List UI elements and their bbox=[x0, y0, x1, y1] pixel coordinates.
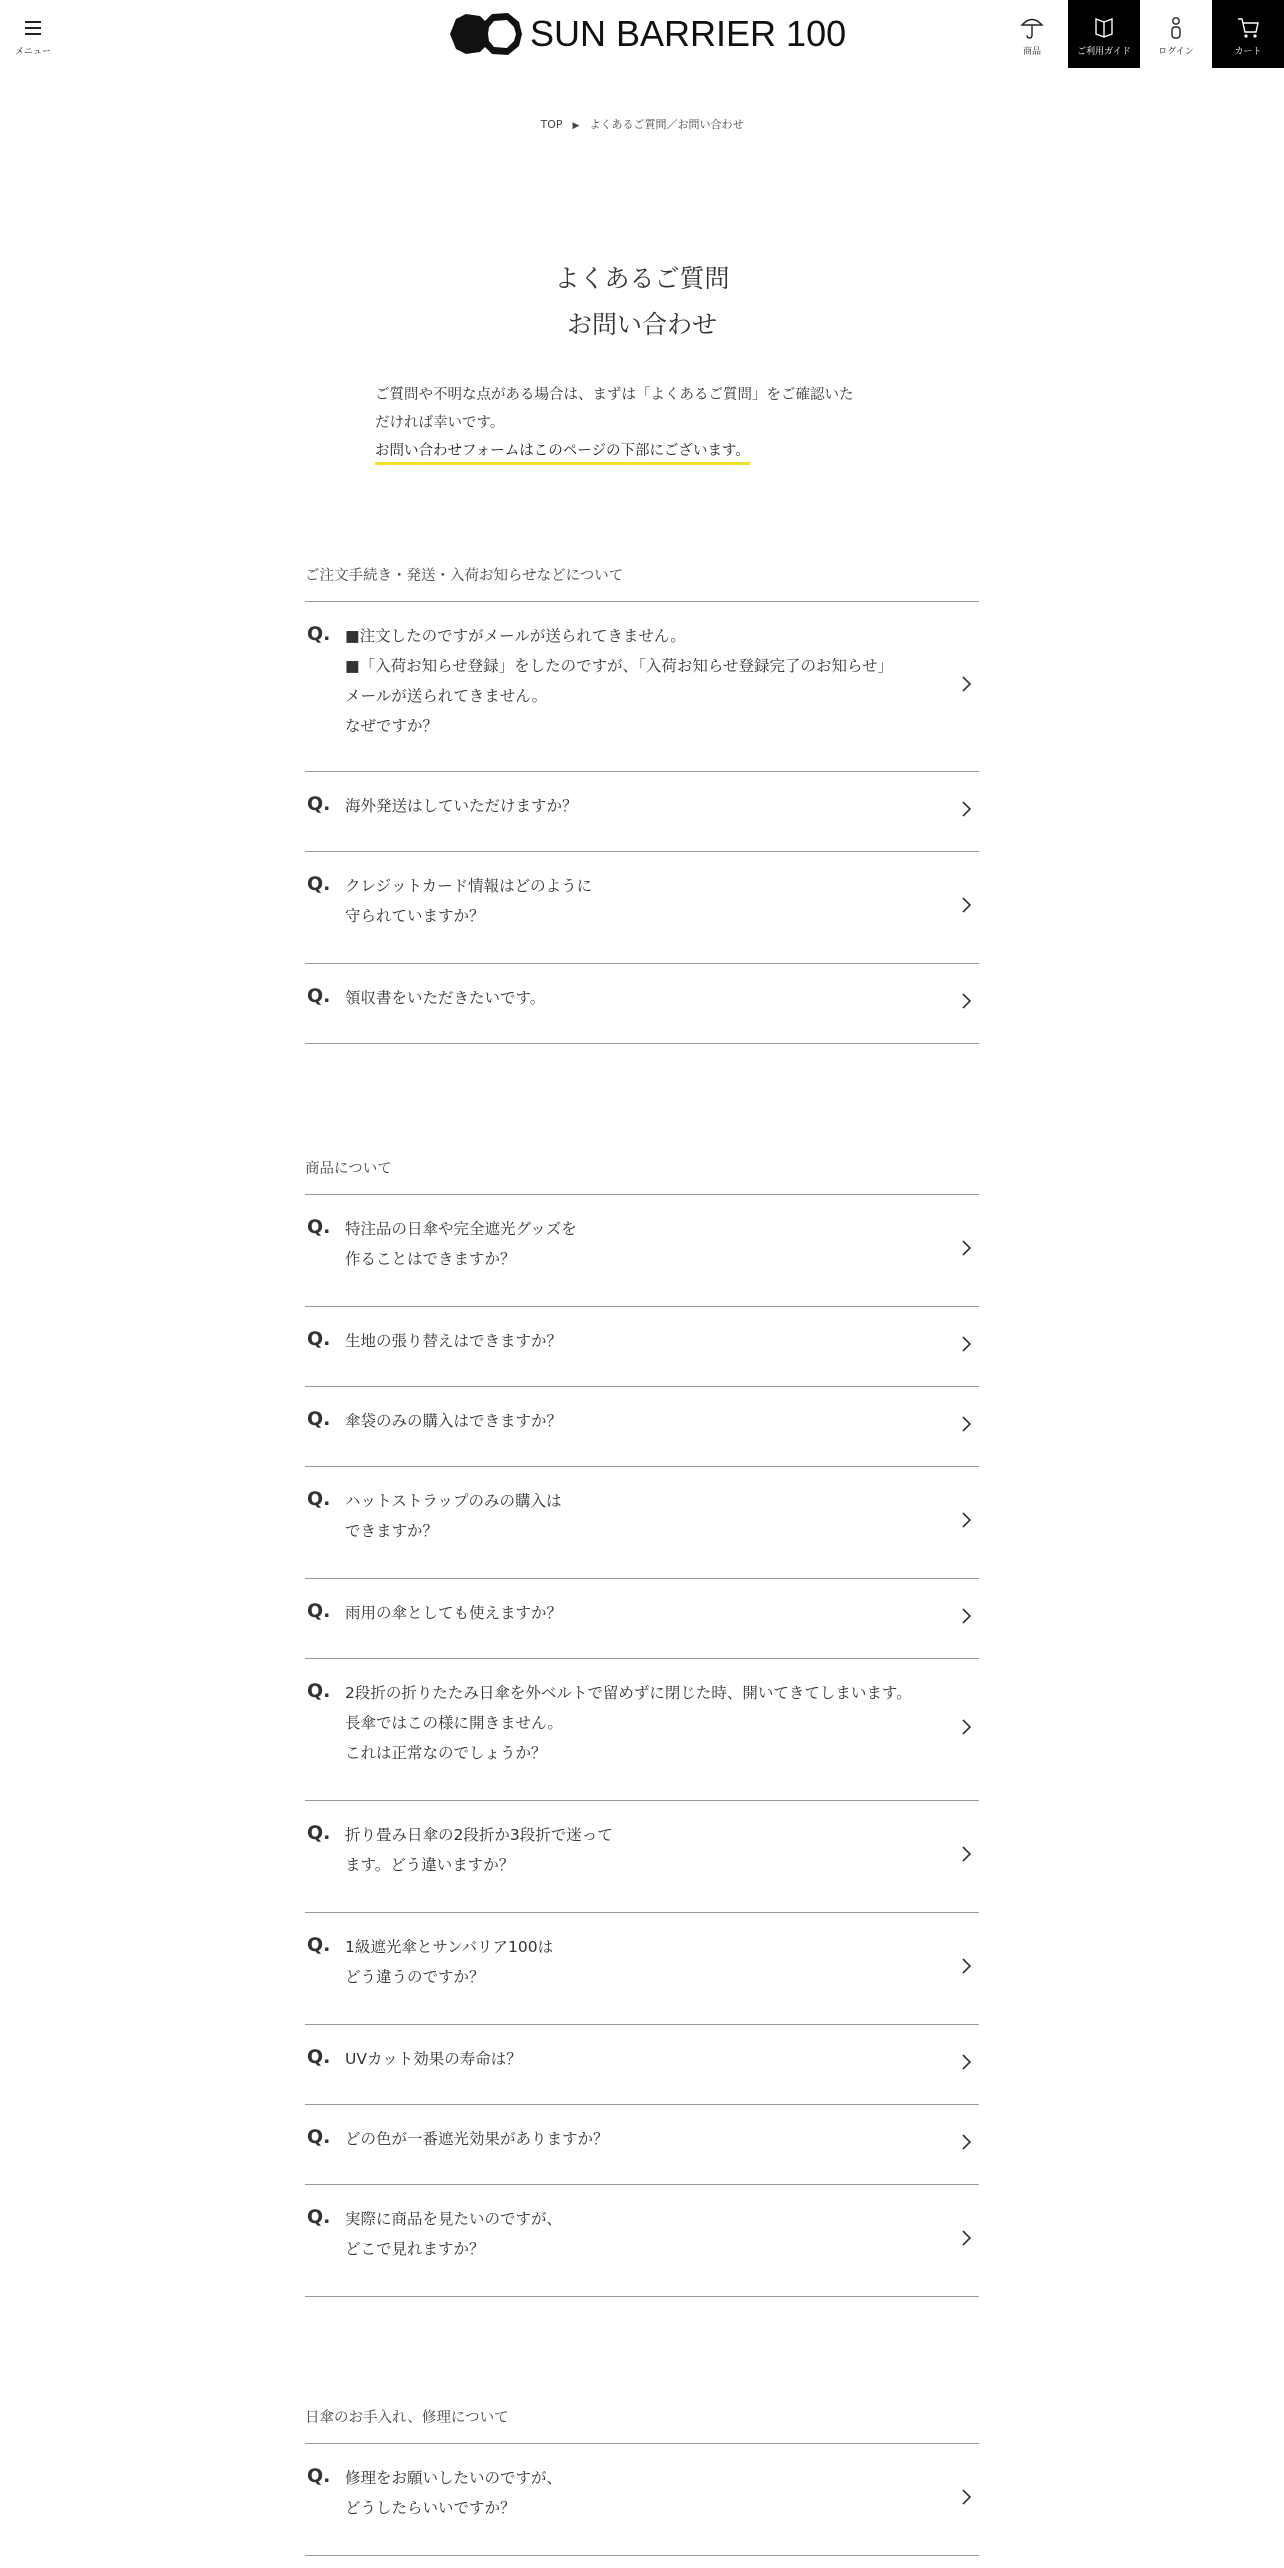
person-icon bbox=[1164, 14, 1188, 40]
chevron-right-icon bbox=[959, 2133, 973, 2151]
breadcrumb bbox=[0, 116, 1284, 132]
chevron-right-icon bbox=[959, 2488, 973, 2506]
faq-question-text: ハットストラップのみの購入は できますか？ bbox=[345, 1492, 562, 1540]
faq-item[interactable] bbox=[305, 601, 979, 771]
q-label: Q. bbox=[307, 1488, 331, 1510]
q-label: Q. bbox=[307, 2465, 331, 2487]
faq-item[interactable] bbox=[305, 2024, 979, 2104]
faq-item[interactable] bbox=[305, 2443, 979, 2555]
q-label: Q. bbox=[307, 1328, 331, 1350]
chevron-right-icon bbox=[959, 896, 973, 914]
nav-products[interactable] bbox=[996, 0, 1068, 68]
intro-line1: ご質問や不明な点がある場合は、まずは「よくあるご質問」をご確認いた bbox=[375, 387, 854, 403]
faq-question-text: 雨用の傘としても使えますか？ bbox=[345, 1604, 563, 1622]
logo-mark-icon bbox=[448, 10, 524, 58]
q-label: Q. bbox=[307, 2046, 331, 2068]
faq-question-text: 傘袋のみの購入はできますか？ bbox=[345, 1412, 563, 1430]
contact-form-link[interactable]: お問い合わせフォームはこのページの下部にございます。 bbox=[375, 440, 750, 465]
faq-item[interactable] bbox=[305, 1658, 979, 1800]
cart-icon bbox=[1236, 14, 1260, 40]
faq-item[interactable] bbox=[305, 2184, 979, 2296]
breadcrumb-current: よくあるご質問／お問い合わせ bbox=[589, 118, 744, 131]
faq-item[interactable] bbox=[305, 1800, 979, 1912]
chevron-right-icon bbox=[959, 800, 973, 818]
menu-button[interactable] bbox=[0, 0, 66, 68]
q-label: Q. bbox=[307, 623, 331, 645]
hamburger-icon bbox=[25, 21, 41, 35]
faq-question-text: 実際に商品を見たいのですが、 どこで見れますか？ bbox=[345, 2210, 563, 2258]
section-heading: 商品について bbox=[305, 1161, 392, 1177]
chevron-right-icon bbox=[959, 1335, 973, 1353]
q-label: Q. bbox=[307, 1680, 331, 1702]
q-label: Q. bbox=[307, 2206, 331, 2228]
faq-item[interactable] bbox=[305, 1194, 979, 1306]
faq-item[interactable] bbox=[305, 1578, 979, 1658]
faq-question-text: 領収書をいただきたいです。 bbox=[345, 989, 546, 1007]
faq-item[interactable] bbox=[305, 963, 979, 1043]
section-heading: ご注文手続き・発送・入荷お知らせなどについて bbox=[305, 568, 624, 584]
faq-question-text: UVカット効果の寿命は？ bbox=[345, 2050, 522, 2068]
q-label: Q. bbox=[307, 873, 331, 895]
nav-login[interactable] bbox=[1140, 0, 1212, 68]
faq-question-text: 折り畳み日傘の2段折か3段折で迷って ます。どう違いますか？ bbox=[345, 1826, 613, 1874]
faq-question-text: 1級遮光傘とサンバリア100は どう違うのですか？ bbox=[345, 1938, 554, 1986]
nav-login-label: ログイン bbox=[1158, 47, 1194, 57]
nav-products-label: 商品 bbox=[1022, 47, 1041, 57]
faq-question-text: どの色が一番遮光効果がありますか？ bbox=[345, 2130, 609, 2148]
site-logo[interactable] bbox=[448, 10, 846, 58]
chevron-right-icon bbox=[959, 1511, 973, 1529]
chevron-right-icon bbox=[959, 1957, 973, 1975]
chevron-right-icon bbox=[959, 1415, 973, 1433]
q-label: Q. bbox=[307, 1600, 331, 1622]
chevron-right-icon bbox=[959, 1845, 973, 1863]
chevron-right-icon bbox=[959, 1718, 973, 1736]
page-title bbox=[0, 256, 1284, 348]
menu-label: メニュー bbox=[14, 47, 51, 57]
faq-question-text: 修理をお願いしたいのですが、 どうしたらいいですか？ bbox=[345, 2469, 563, 2517]
faq-item[interactable] bbox=[305, 1912, 979, 2024]
faq-question-text: 海外発送はしていただけますか？ bbox=[345, 797, 578, 815]
faq-question-text: ■注文したのですがメールが送られてきません。 ■「入荷お知らせ登録」をしたのですが、「入荷お知らせ登録完了のお知らせ」 メールが送られてきません。 なぜですか？ bbox=[345, 627, 894, 735]
chevron-right-icon bbox=[959, 1239, 973, 1257]
nav-guide[interactable] bbox=[1068, 0, 1140, 68]
q-label: Q. bbox=[307, 793, 331, 815]
faq-item[interactable] bbox=[305, 1306, 979, 1386]
faq-item[interactable] bbox=[305, 851, 979, 963]
faq-divider bbox=[305, 2296, 979, 2297]
faq-question-text: 生地の張り替えはできますか？ bbox=[345, 1332, 563, 1350]
q-label: Q. bbox=[307, 1408, 331, 1430]
intro-text bbox=[375, 381, 935, 465]
intro-line2: だければ幸いです。 bbox=[375, 415, 505, 431]
section-heading: 日傘のお手入れ、修理について bbox=[305, 2410, 509, 2426]
q-label: Q. bbox=[307, 1934, 331, 1956]
q-label: Q. bbox=[307, 2126, 331, 2148]
logo-text: SUN BARRIER 100 bbox=[530, 13, 847, 54]
page-title-line1: よくあるご質問 bbox=[554, 264, 730, 293]
faq-item[interactable] bbox=[305, 1466, 979, 1578]
breadcrumb-separator-icon: ▶ bbox=[572, 121, 580, 131]
page-title-line2: お問い合わせ bbox=[566, 310, 717, 339]
faq-question-text: 特注品の日傘や完全遮光グッズを 作ることはできますか？ bbox=[345, 1220, 577, 1268]
umbrella-icon bbox=[1020, 14, 1044, 40]
nav-cart-label: カート bbox=[1234, 47, 1262, 57]
q-label: Q. bbox=[307, 1216, 331, 1238]
faq-question-text: クレジットカード情報はどのように 守られていますか？ bbox=[345, 877, 593, 925]
chevron-right-icon bbox=[959, 2229, 973, 2247]
book-icon bbox=[1092, 14, 1116, 40]
chevron-right-icon bbox=[959, 1607, 973, 1625]
faq-question-text: 2段折の折りたたみ日傘を外ベルトで留めずに閉じた時、開いてきてしまいます。 長傘ではこの様に開きません。 これは正常なのでしょうか？ bbox=[345, 1684, 912, 1762]
chevron-right-icon bbox=[959, 675, 973, 693]
q-label: Q. bbox=[307, 1822, 331, 1844]
site-header bbox=[0, 0, 1284, 68]
breadcrumb-home-link[interactable]: TOP bbox=[540, 118, 563, 131]
faq-divider bbox=[305, 1043, 979, 1044]
chevron-right-icon bbox=[959, 2053, 973, 2071]
faq-item[interactable] bbox=[305, 2104, 979, 2184]
q-label: Q. bbox=[307, 985, 331, 1007]
chevron-right-icon bbox=[959, 992, 973, 1010]
faq-divider bbox=[305, 2555, 979, 2556]
faq-item[interactable] bbox=[305, 771, 979, 851]
faq-item[interactable] bbox=[305, 1386, 979, 1466]
nav-guide-label: ご利用ガイド bbox=[1077, 47, 1131, 57]
nav-cart[interactable] bbox=[1212, 0, 1284, 68]
